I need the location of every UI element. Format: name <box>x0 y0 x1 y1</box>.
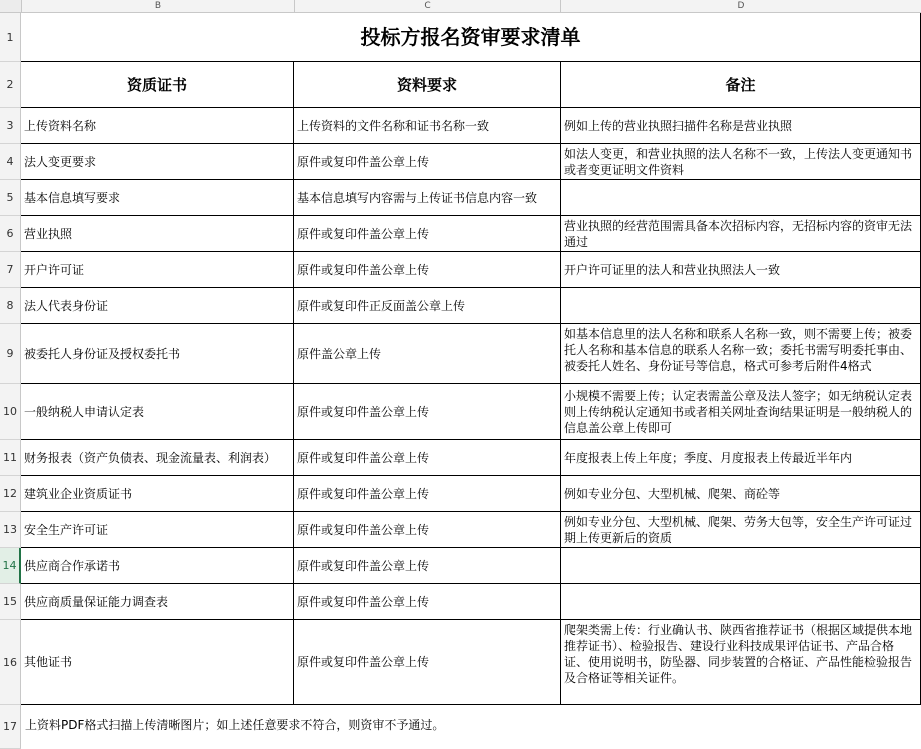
requirement-cell-text: 原件或复印件盖公章上传 <box>297 486 430 501</box>
note-cell[interactable] <box>561 216 921 252</box>
requirement-header-text: 资料要求 <box>396 75 457 94</box>
cert-cell-text: 上传资料名称 <box>24 118 97 133</box>
note-header-text: 备注 <box>725 75 756 94</box>
select-all-corner[interactable] <box>0 0 22 12</box>
table-title-text: 投标方报名资审要求清单 <box>360 25 581 49</box>
requirement-cell-text: 原件或复印件盖公章上传 <box>297 655 430 669</box>
note-cell[interactable] <box>561 384 921 440</box>
cert-cell[interactable] <box>21 620 294 705</box>
requirement-cell-text: 原件或复印件盖公章上传 <box>297 226 430 241</box>
cert-cell-text: 财务报表（资产负债表、现金流量表、利润表） <box>24 450 277 465</box>
requirement-cell-text: 原件或复印件盖公章上传 <box>297 450 430 465</box>
note-cell[interactable] <box>561 252 921 288</box>
requirement-cell[interactable] <box>294 476 561 512</box>
requirement-cell-text: 原件或复印件盖公章上传 <box>297 594 430 609</box>
requirement-cell[interactable] <box>294 108 561 144</box>
requirement-cell-text: 原件或复印件盖公章上传 <box>297 262 430 277</box>
note-cell-text: 营业执照的经营范围需具备本次招标内容，无招标内容的资审无法通过 <box>564 218 913 249</box>
cert-cell[interactable] <box>21 324 294 384</box>
note-cell[interactable] <box>561 584 921 620</box>
note-cell[interactable] <box>561 144 921 180</box>
note-cell-text: 年度报表上传上年度；季度、月度报表上传最近半年内 <box>564 450 853 465</box>
requirement-cell[interactable] <box>294 216 561 252</box>
row-header-7[interactable]: 7 <box>0 252 21 288</box>
note-cell-text: 开户许可证里的法人和营业执照法人一致 <box>564 262 781 277</box>
cert-cell[interactable] <box>21 108 294 144</box>
requirement-cell[interactable] <box>294 144 561 180</box>
row-header-15[interactable]: 15 <box>0 584 21 620</box>
cert-cell[interactable] <box>21 216 294 252</box>
note-header[interactable] <box>561 62 921 108</box>
cert-cell[interactable] <box>21 252 294 288</box>
requirement-cell-text: 原件或复印件盖公章上传 <box>297 522 430 537</box>
row-header-3[interactable]: 3 <box>0 108 21 144</box>
cert-cell[interactable] <box>21 144 294 180</box>
requirement-cell[interactable] <box>294 512 561 548</box>
cert-cell[interactable] <box>21 476 294 512</box>
cert-cell-text: 营业执照 <box>24 226 73 241</box>
cert-cell-text: 一般纳税人申请认定表 <box>24 404 145 419</box>
requirement-cell-text: 原件或复印件盖公章上传 <box>297 154 430 169</box>
note-cell-text: 例如上传的营业执照扫描件名称是营业执照 <box>564 118 793 133</box>
cert-cell-text: 供应商质量保证能力调查表 <box>24 594 169 609</box>
cert-cell[interactable] <box>21 512 294 548</box>
note-cell[interactable] <box>561 288 921 324</box>
row-header-9[interactable]: 9 <box>0 324 21 384</box>
requirement-cell[interactable] <box>294 584 561 620</box>
table-title[interactable] <box>21 13 921 62</box>
requirement-cell[interactable] <box>294 440 561 476</box>
requirement-cell[interactable] <box>294 620 561 705</box>
cert-cell-text: 基本信息填写要求 <box>24 190 121 205</box>
requirement-cell-text: 原件或复印件盖公章上传 <box>297 404 430 419</box>
note-cell-text: 例如专业分包、大型机械、爬架、商砼等 <box>564 486 781 501</box>
note-cell-text: 如法人变更，和营业执照的法人名称不一致，上传法人变更通知书或者变更证明文件资料 <box>564 146 913 177</box>
column-header-d[interactable]: D <box>561 0 921 12</box>
row-header-2[interactable]: 2 <box>0 62 21 108</box>
cert-cell[interactable] <box>21 440 294 476</box>
cert-cell-text: 供应商合作承诺书 <box>24 558 121 573</box>
column-header-bar <box>0 0 921 13</box>
note-cell[interactable] <box>561 512 921 548</box>
requirement-cell[interactable] <box>294 548 561 584</box>
cert-cell-text: 法人变更要求 <box>24 154 97 169</box>
column-header-b[interactable]: B <box>22 0 295 12</box>
cert-cell[interactable] <box>21 384 294 440</box>
requirement-cell-text: 原件或复印件盖公章上传 <box>297 558 430 573</box>
note-cell[interactable] <box>561 108 921 144</box>
cert-cell-text: 被委托人身份证及授权委托书 <box>24 346 181 361</box>
row-header-14[interactable]: 14 <box>0 548 21 584</box>
row-header-10[interactable]: 10 <box>0 384 21 440</box>
cert-cell-text: 开户许可证 <box>24 262 85 277</box>
requirement-header[interactable] <box>294 62 561 108</box>
cert-cell-text: 建筑业企业资质证书 <box>24 486 133 501</box>
note-cell[interactable] <box>561 440 921 476</box>
cert-header[interactable] <box>21 62 294 108</box>
requirement-cell-text: 上传资料的文件名称和证书名称一致 <box>297 118 490 133</box>
row-header-5[interactable]: 5 <box>0 180 21 216</box>
requirement-cell[interactable] <box>294 288 561 324</box>
note-cell[interactable] <box>561 620 921 705</box>
row-header-12[interactable]: 12 <box>0 476 21 512</box>
requirement-cell-text: 原件盖公章上传 <box>297 346 382 361</box>
note-cell[interactable] <box>561 548 921 584</box>
cert-cell[interactable] <box>21 288 294 324</box>
requirement-cell[interactable] <box>294 252 561 288</box>
row-header-16[interactable]: 16 <box>0 620 21 705</box>
row-header-4[interactable]: 4 <box>0 144 21 180</box>
row-header-1[interactable]: 1 <box>0 13 21 62</box>
column-header-c[interactable]: C <box>295 0 561 12</box>
cert-cell-text: 安全生产许可证 <box>24 522 109 537</box>
requirement-cell[interactable] <box>294 180 561 216</box>
requirement-cell-text: 原件或复印件正反面盖公章上传 <box>297 298 466 313</box>
row-header-6[interactable]: 6 <box>0 216 21 252</box>
note-cell-text: 如基本信息里的法人名称和联系人名称一致，则不需要上传；被委托人名称和基本信息的联系人名称一致；委托书需写明委托事由、被委托人姓名、身份证号等信息，格式可参考后附件4格式 <box>564 327 913 373</box>
footer-note[interactable]: 上资料PDF格式扫描上传清晰图片；如上述任意要求不符合，则资审不予通过。 <box>25 718 445 732</box>
note-cell-text: 例如专业分包、大型机械、爬架、劳务大包等，安全生产许可证过期上传更新后的资质 <box>564 514 913 545</box>
row-header-13[interactable]: 13 <box>0 512 21 548</box>
row-header-11[interactable]: 11 <box>0 440 21 476</box>
requirement-cell-text: 基本信息填写内容需与上传证书信息内容一致 <box>297 190 538 205</box>
note-cell[interactable] <box>561 180 921 216</box>
cert-cell-text: 法人代表身份证 <box>24 298 109 313</box>
requirement-cell[interactable] <box>294 324 561 384</box>
note-cell-text: 爬架类需上传：行业确认书、陕西省推荐证书（根据区域提供本地推荐证书）、检验报告、建设行业科技成果评估证书、产品合格证、使用说明书，防坠器、同步装置的合格证、产品性能检验报告及合格证等相关证件。 <box>564 623 913 685</box>
row-header-17[interactable]: 17 <box>0 705 21 749</box>
cert-cell[interactable] <box>21 584 294 620</box>
cert-cell[interactable] <box>21 548 294 584</box>
note-cell[interactable] <box>561 476 921 512</box>
note-cell-text: 小规模不需要上传；认定表需盖公章及法人签字；如无纳税认定表则上传纳税认定通知书或者相关网址查询结果证明是一般纳税人的信息盖公章上传即可 <box>564 388 913 435</box>
cert-header-text: 资质证书 <box>126 75 187 94</box>
note-cell[interactable] <box>561 324 921 384</box>
cert-cell-text: 其他证书 <box>24 655 73 669</box>
row-header-8[interactable]: 8 <box>0 288 21 324</box>
cert-cell[interactable] <box>21 180 294 216</box>
requirement-cell[interactable] <box>294 384 561 440</box>
